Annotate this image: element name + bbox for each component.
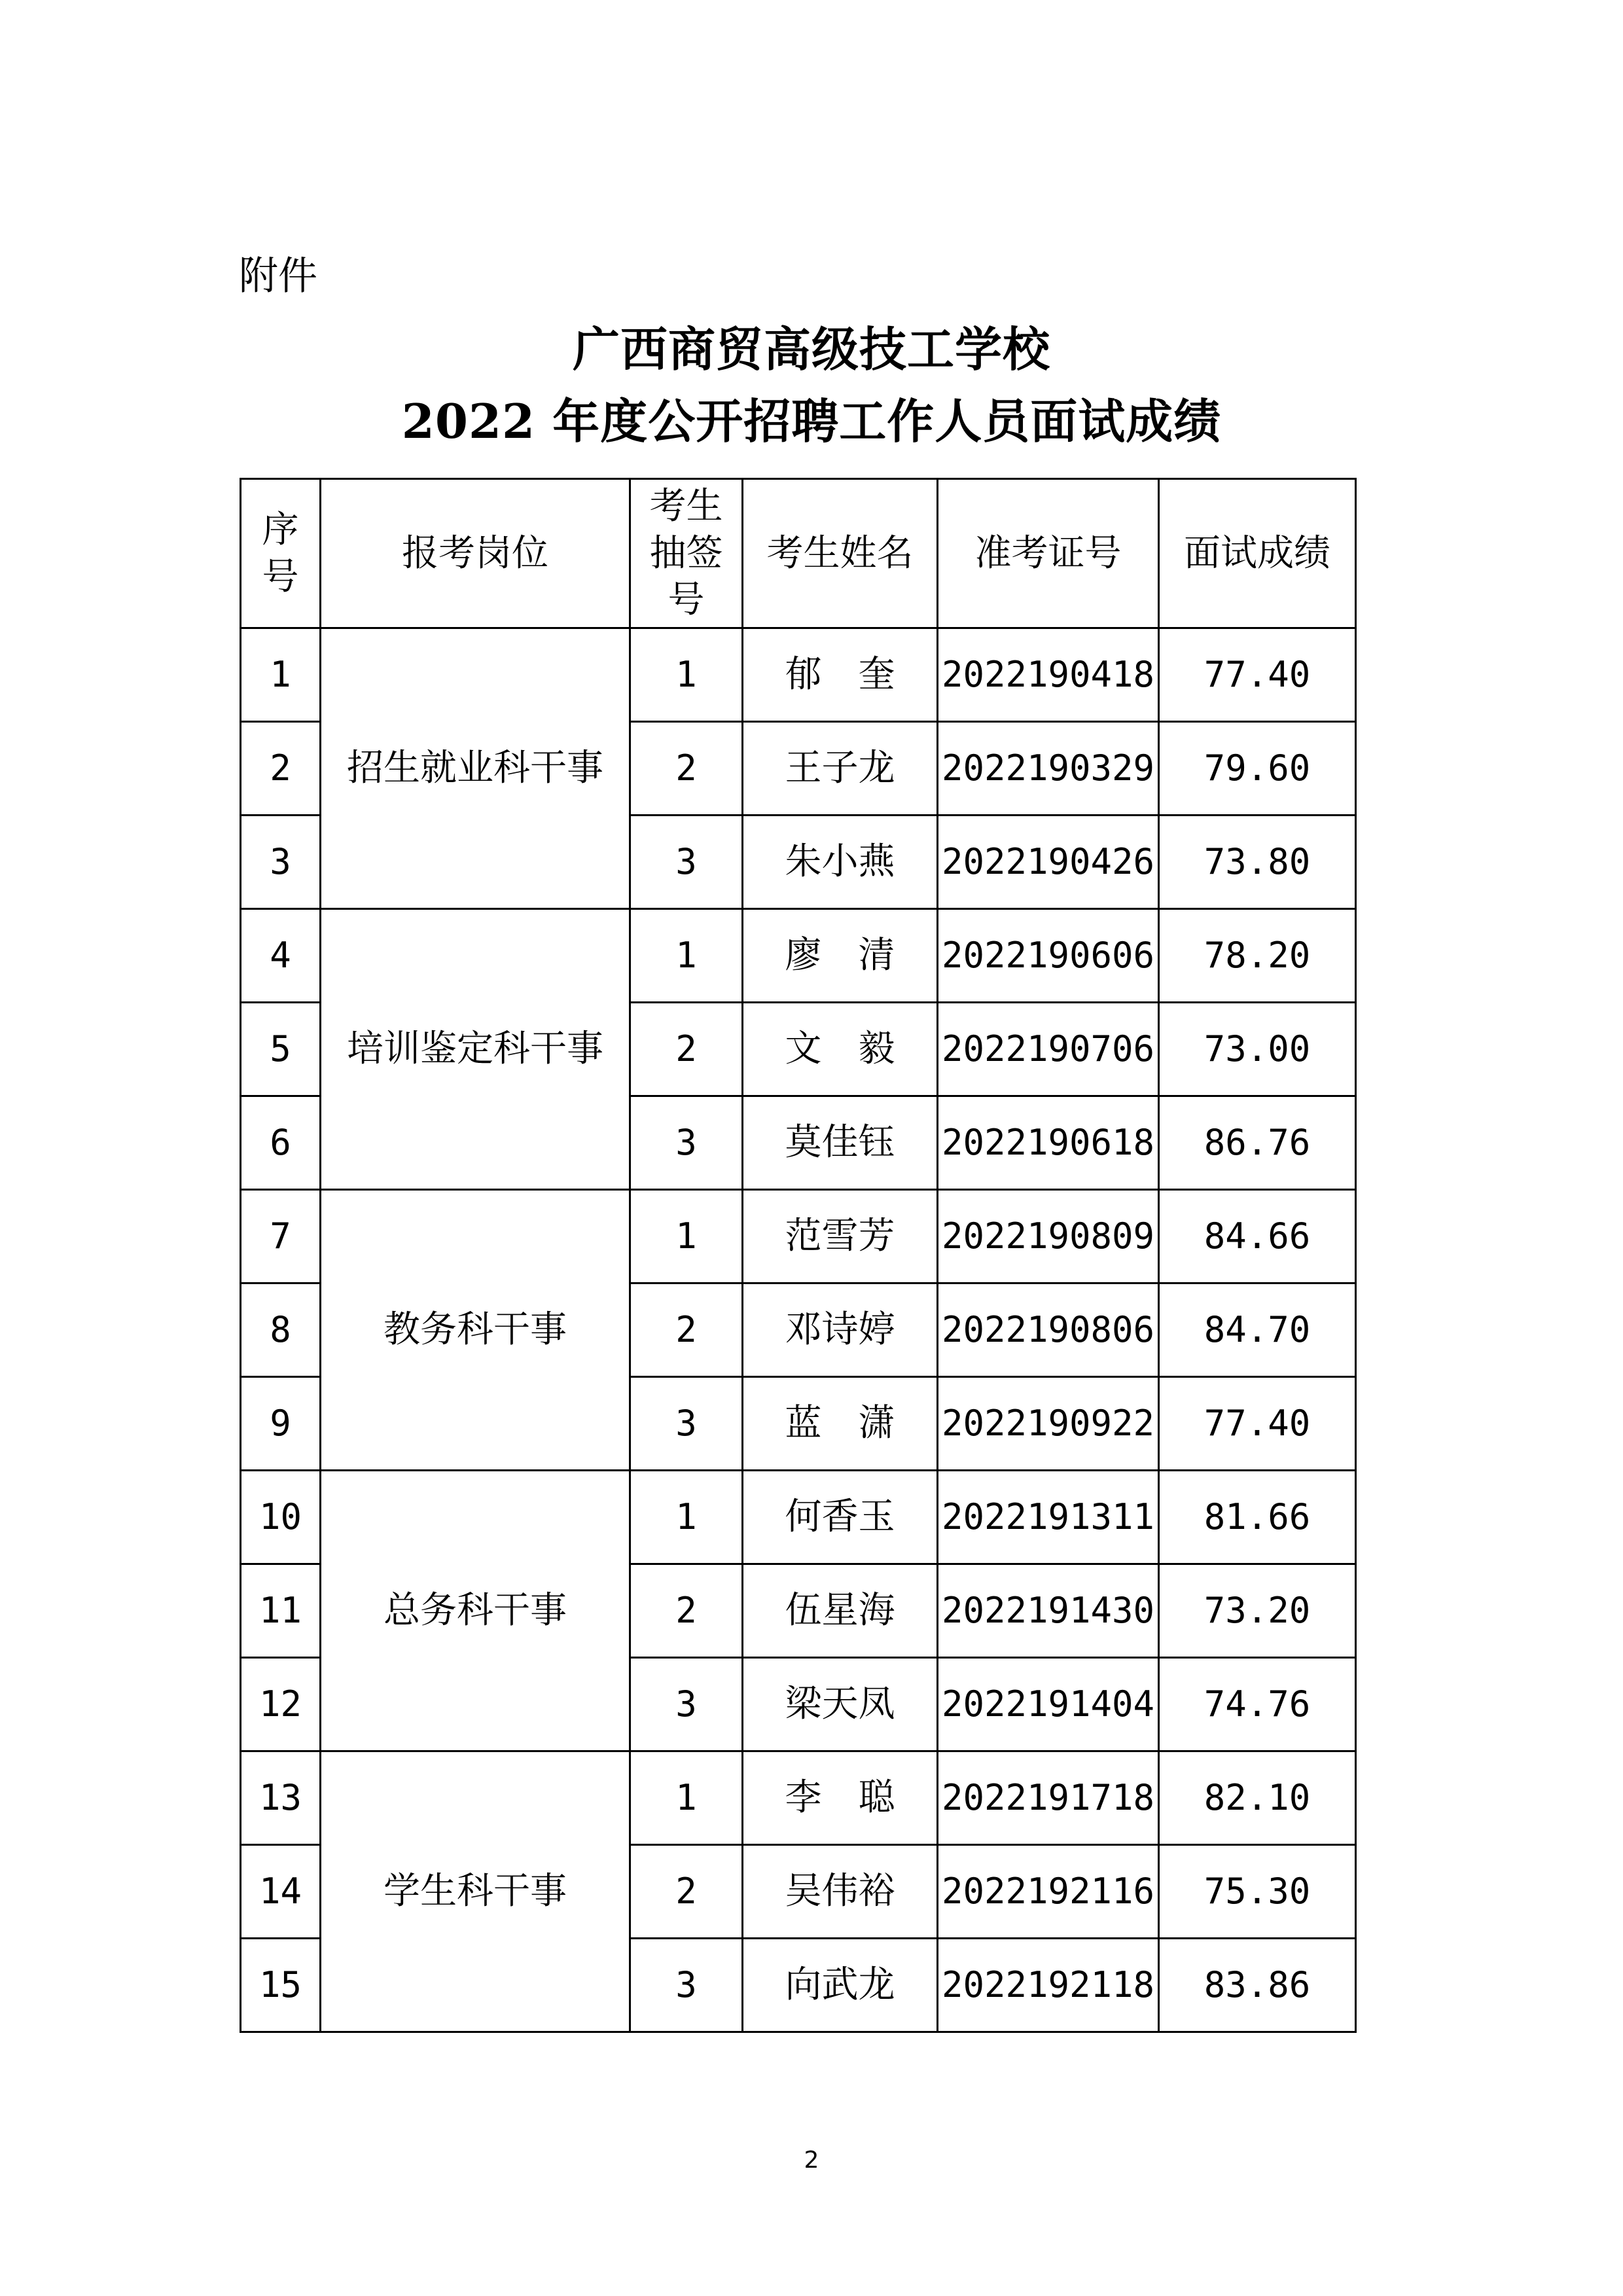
interview-score-cell: 75.30 (1159, 1845, 1356, 1939)
seq-cell: 10 (241, 1471, 321, 1564)
lot-number-cell: 3 (630, 816, 743, 909)
candidate-name-cell: 范雪芳 (743, 1190, 938, 1283)
interview-score-cell: 81.66 (1159, 1471, 1356, 1564)
candidate-name-cell: 蓝 潇 (743, 1377, 938, 1471)
interview-score-cell: 83.86 (1159, 1939, 1356, 2032)
attachment-label: 附件 (239, 253, 317, 299)
candidate-name-cell: 何香玉 (743, 1471, 938, 1564)
seq-cell: 5 (241, 1003, 321, 1096)
lot-number-cell: 2 (630, 1564, 743, 1658)
lot-number-cell: 1 (630, 1190, 743, 1283)
candidate-name-cell: 吴伟裕 (743, 1845, 938, 1939)
table-row (241, 1190, 1356, 1283)
candidate-name-cell: 梁天凤 (743, 1658, 938, 1751)
lot-number-cell: 1 (630, 1471, 743, 1564)
seq-cell: 1 (241, 628, 321, 722)
interview-score-cell: 77.40 (1159, 628, 1356, 722)
header-seq: 序号 (241, 479, 321, 628)
table-row (241, 909, 1356, 1003)
ticket-number-cell: 2022191430 (938, 1564, 1159, 1658)
candidate-name-cell: 朱小燕 (743, 816, 938, 909)
seq-cell: 14 (241, 1845, 321, 1939)
seq-cell: 3 (241, 816, 321, 909)
candidate-name-cell: 李 聪 (743, 1751, 938, 1845)
header-score: 面试成绩 (1159, 479, 1356, 628)
table-body (241, 628, 1356, 2032)
lot-number-cell: 1 (630, 909, 743, 1003)
interview-score-cell: 84.70 (1159, 1283, 1356, 1377)
candidate-name-cell: 向武龙 (743, 1939, 938, 2032)
seq-cell: 15 (241, 1939, 321, 2032)
lot-number-cell: 3 (630, 1939, 743, 2032)
seq-cell: 7 (241, 1190, 321, 1283)
lot-number-cell: 3 (630, 1096, 743, 1190)
seq-cell: 11 (241, 1564, 321, 1658)
header-name: 考生姓名 (743, 479, 938, 628)
ticket-number-cell: 2022190606 (938, 909, 1159, 1003)
candidate-name-cell: 郁 奎 (743, 628, 938, 722)
table-header-row (241, 479, 1356, 628)
header-position: 报考岗位 (321, 479, 630, 628)
ticket-number-cell: 2022191404 (938, 1658, 1159, 1751)
seq-cell: 9 (241, 1377, 321, 1471)
position-cell: 教务科干事 (321, 1190, 630, 1471)
interview-score-cell: 73.20 (1159, 1564, 1356, 1658)
candidate-name-cell: 文 毅 (743, 1003, 938, 1096)
position-cell: 学生科干事 (321, 1751, 630, 2032)
page-number: 2 (804, 2147, 819, 2174)
seq-cell: 8 (241, 1283, 321, 1377)
candidate-name-cell: 邓诗婷 (743, 1283, 938, 1377)
seq-cell: 12 (241, 1658, 321, 1751)
ticket-number-cell: 2022191718 (938, 1751, 1159, 1845)
seq-cell: 2 (241, 722, 321, 816)
ticket-number-cell: 2022192118 (938, 1939, 1159, 2032)
interview-score-cell: 86.76 (1159, 1096, 1356, 1190)
seq-cell: 13 (241, 1751, 321, 1845)
document-title-subject: 2022 年度公开招聘工作人员面试成绩 (401, 393, 1222, 449)
ticket-number-cell: 2022190618 (938, 1096, 1159, 1190)
interview-scores-table (240, 478, 1357, 2033)
seq-cell: 6 (241, 1096, 321, 1190)
interview-score-cell: 82.10 (1159, 1751, 1356, 1845)
position-cell: 培训鉴定科干事 (321, 909, 630, 1190)
interview-score-cell: 78.20 (1159, 909, 1356, 1003)
candidate-name-cell: 伍星海 (743, 1564, 938, 1658)
header-ticket: 准考证号 (938, 479, 1159, 628)
ticket-number-cell: 2022190922 (938, 1377, 1159, 1471)
ticket-number-cell: 2022190329 (938, 722, 1159, 816)
candidate-name-cell: 莫佳钰 (743, 1096, 938, 1190)
lot-number-cell: 2 (630, 1845, 743, 1939)
position-cell: 总务科干事 (321, 1471, 630, 1751)
seq-cell: 4 (241, 909, 321, 1003)
interview-score-cell: 73.80 (1159, 816, 1356, 909)
lot-number-cell: 1 (630, 628, 743, 722)
ticket-number-cell: 2022190806 (938, 1283, 1159, 1377)
lot-number-cell: 3 (630, 1377, 743, 1471)
lot-number-cell: 1 (630, 1751, 743, 1845)
interview-score-cell: 73.00 (1159, 1003, 1356, 1096)
ticket-number-cell: 2022190418 (938, 628, 1159, 722)
ticket-number-cell: 2022190426 (938, 816, 1159, 909)
interview-score-cell: 77.40 (1159, 1377, 1356, 1471)
interview-score-cell: 84.66 (1159, 1190, 1356, 1283)
table-row (241, 1751, 1356, 1845)
lot-number-cell: 2 (630, 722, 743, 816)
header-lot: 考生抽签号 (630, 479, 743, 628)
interview-score-cell: 79.60 (1159, 722, 1356, 816)
ticket-number-cell: 2022191311 (938, 1471, 1159, 1564)
interview-score-cell: 74.76 (1159, 1658, 1356, 1751)
ticket-number-cell: 2022190706 (938, 1003, 1159, 1096)
candidate-name-cell: 王子龙 (743, 722, 938, 816)
table-row (241, 628, 1356, 722)
table-row (241, 1471, 1356, 1564)
lot-number-cell: 2 (630, 1283, 743, 1377)
document-title-school: 广西商贸高级技工学校 (572, 321, 1050, 377)
lot-number-cell: 3 (630, 1658, 743, 1751)
lot-number-cell: 2 (630, 1003, 743, 1096)
ticket-number-cell: 2022190809 (938, 1190, 1159, 1283)
position-cell: 招生就业科干事 (321, 628, 630, 909)
ticket-number-cell: 2022192116 (938, 1845, 1159, 1939)
candidate-name-cell: 廖 清 (743, 909, 938, 1003)
